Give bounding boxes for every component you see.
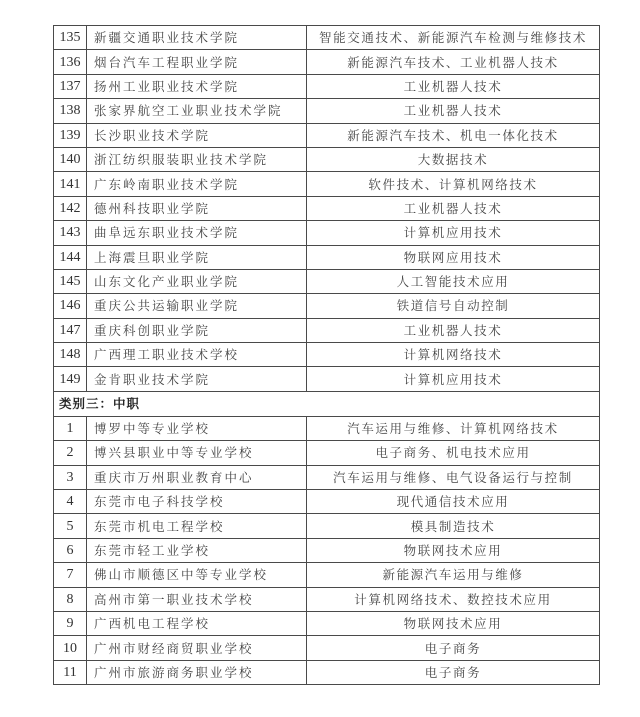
table-row <box>54 660 600 684</box>
major-list: 工业机器人技术 <box>307 196 600 220</box>
school-name: 扬州工业职业技术学院 <box>87 74 307 98</box>
school-name: 上海震旦职业学院 <box>87 245 307 269</box>
row-number: 5 <box>54 514 87 538</box>
row-number: 138 <box>54 99 87 123</box>
school-name: 曲阜远东职业技术学院 <box>87 221 307 245</box>
school-name: 东莞市轻工业学校 <box>87 538 307 562</box>
row-number: 139 <box>54 123 87 147</box>
school-name: 佛山市顺德区中等专业学校 <box>87 563 307 587</box>
table-row <box>54 147 600 171</box>
table-row <box>54 99 600 123</box>
row-number: 9 <box>54 611 87 635</box>
row-number: 1 <box>54 416 87 440</box>
table-row <box>54 269 600 293</box>
row-number: 137 <box>54 74 87 98</box>
row-number: 147 <box>54 318 87 342</box>
category-row <box>54 391 600 416</box>
row-number: 6 <box>54 538 87 562</box>
major-list: 新能源汽车技术、机电一体化技术 <box>307 123 600 147</box>
row-number: 4 <box>54 490 87 514</box>
school-name: 烟台汽车工程职业学院 <box>87 50 307 74</box>
school-name: 德州科技职业学院 <box>87 196 307 220</box>
table-row <box>54 74 600 98</box>
school-name: 广东岭南职业技术学院 <box>87 172 307 196</box>
table-row <box>54 367 600 391</box>
major-list: 电子商务、机电技术应用 <box>307 441 600 465</box>
table-row <box>54 416 600 440</box>
major-list: 计算机应用技术 <box>307 367 600 391</box>
row-number: 7 <box>54 563 87 587</box>
table-body <box>54 26 600 685</box>
row-number: 149 <box>54 367 87 391</box>
row-number: 143 <box>54 221 87 245</box>
school-name: 重庆市万州职业教育中心 <box>87 465 307 489</box>
row-number: 148 <box>54 343 87 367</box>
table-row <box>54 196 600 220</box>
major-list: 铁道信号自动控制 <box>307 294 600 318</box>
row-number: 10 <box>54 636 87 660</box>
major-list: 大数据技术 <box>307 147 600 171</box>
row-number: 144 <box>54 245 87 269</box>
major-list: 现代通信技术应用 <box>307 490 600 514</box>
school-name: 张家界航空工业职业技术学院 <box>87 99 307 123</box>
table-row <box>54 465 600 489</box>
table-row <box>54 611 600 635</box>
row-number: 141 <box>54 172 87 196</box>
major-list: 计算机网络技术 <box>307 343 600 367</box>
school-name: 广西理工职业技术学校 <box>87 343 307 367</box>
table-row <box>54 221 600 245</box>
table-row <box>54 490 600 514</box>
major-list: 计算机应用技术 <box>307 221 600 245</box>
school-name: 博兴县职业中等专业学校 <box>87 441 307 465</box>
major-list: 新能源汽车技术、工业机器人技术 <box>307 50 600 74</box>
table-row <box>54 563 600 587</box>
school-name: 山东文化产业职业学院 <box>87 269 307 293</box>
table-row <box>54 172 600 196</box>
major-list: 计算机网络技术、数控技术应用 <box>307 587 600 611</box>
row-number: 3 <box>54 465 87 489</box>
school-name: 东莞市电子科技学校 <box>87 490 307 514</box>
major-list: 模具制造技术 <box>307 514 600 538</box>
table-row <box>54 587 600 611</box>
row-number: 145 <box>54 269 87 293</box>
table-row <box>54 343 600 367</box>
school-name: 重庆科创职业学院 <box>87 318 307 342</box>
table-row <box>54 50 600 74</box>
major-list: 智能交通技术、新能源汽车检测与维修技术 <box>307 26 600 50</box>
major-list: 工业机器人技术 <box>307 318 600 342</box>
major-list: 汽车运用与维修、计算机网络技术 <box>307 416 600 440</box>
school-name: 高州市第一职业技术学校 <box>87 587 307 611</box>
table-row <box>54 245 600 269</box>
category-heading: 类别三：中职 <box>54 391 600 416</box>
school-name: 博罗中等专业学校 <box>87 416 307 440</box>
major-list: 物联网技术应用 <box>307 538 600 562</box>
major-list: 物联网技术应用 <box>307 611 600 635</box>
major-list: 电子商务 <box>307 636 600 660</box>
table-row <box>54 538 600 562</box>
school-name: 重庆公共运输职业学院 <box>87 294 307 318</box>
table-row <box>54 123 600 147</box>
major-list: 软件技术、计算机网络技术 <box>307 172 600 196</box>
table-row <box>54 318 600 342</box>
table-row <box>54 26 600 50</box>
major-list: 工业机器人技术 <box>307 74 600 98</box>
table-row <box>54 441 600 465</box>
school-list-table <box>53 25 600 685</box>
school-name: 金肯职业技术学院 <box>87 367 307 391</box>
table-row <box>54 514 600 538</box>
school-name: 广州市财经商贸职业学校 <box>87 636 307 660</box>
school-name: 东莞市机电工程学校 <box>87 514 307 538</box>
row-number: 2 <box>54 441 87 465</box>
row-number: 140 <box>54 147 87 171</box>
major-list: 电子商务 <box>307 660 600 684</box>
row-number: 146 <box>54 294 87 318</box>
major-list: 工业机器人技术 <box>307 99 600 123</box>
school-name: 广州市旅游商务职业学校 <box>87 660 307 684</box>
school-name: 长沙职业技术学院 <box>87 123 307 147</box>
table-row <box>54 636 600 660</box>
major-list: 汽车运用与维修、电气设备运行与控制 <box>307 465 600 489</box>
major-list: 新能源汽车运用与维修 <box>307 563 600 587</box>
major-list: 人工智能技术应用 <box>307 269 600 293</box>
row-number: 11 <box>54 660 87 684</box>
row-number: 8 <box>54 587 87 611</box>
school-name: 浙江纺织服装职业技术学院 <box>87 147 307 171</box>
row-number: 136 <box>54 50 87 74</box>
row-number: 135 <box>54 26 87 50</box>
table-row <box>54 294 600 318</box>
school-name: 广西机电工程学校 <box>87 611 307 635</box>
school-name: 新疆交通职业技术学院 <box>87 26 307 50</box>
major-list: 物联网应用技术 <box>307 245 600 269</box>
row-number: 142 <box>54 196 87 220</box>
